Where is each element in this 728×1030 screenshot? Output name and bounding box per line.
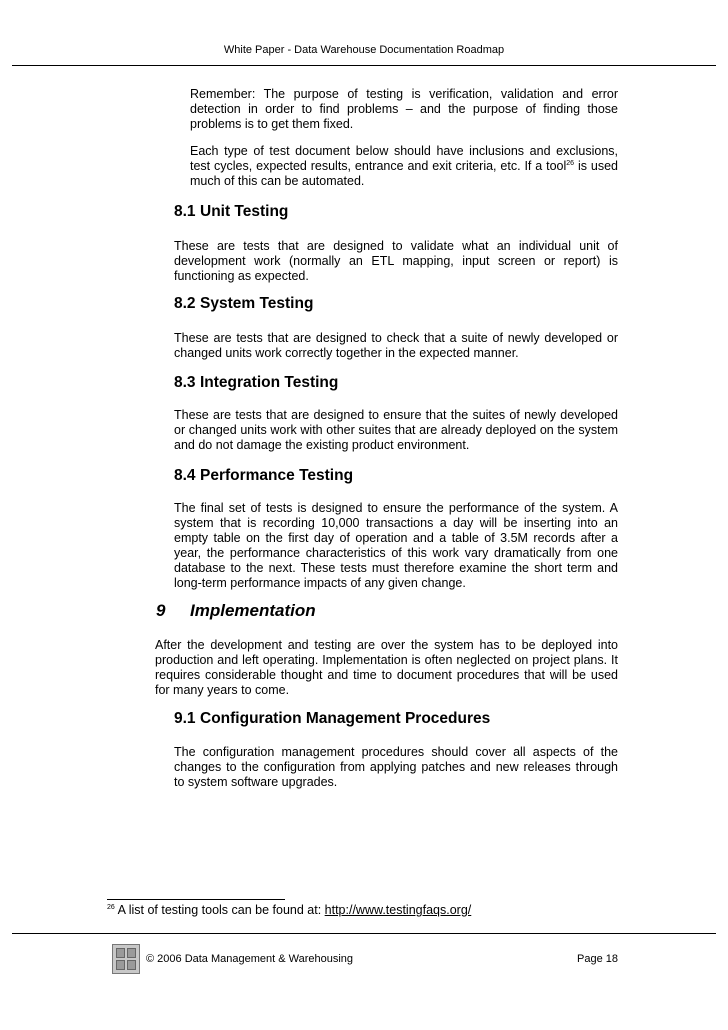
footer-copyright: © 2006 Data Management & Warehousing (146, 953, 354, 965)
heading-9-1 (174, 710, 490, 728)
heading-8-3 (174, 374, 338, 392)
heading-number: 8.4 (174, 467, 196, 484)
test-doc-paragraph (190, 144, 618, 189)
performance-testing-paragraph (174, 501, 618, 591)
system-testing-text: These are tests that are designed to check that a suite of newly developed or changed units work correctly together in the expected manner. (174, 331, 618, 360)
footnote-reference[interactable]: 26 (566, 159, 575, 167)
heading-8-1 (174, 203, 288, 221)
heading-title: Integration Testing (200, 374, 339, 391)
performance-testing-text: The final set of tests is designed to ensure the performance of the system. A system that is recording 10,000 transactions a day will be inserting into an empty table on the first day of operation and a table of 3.5M records after a year, the performance characteristics of this work vary dramatically from one database to the next. These tests must therefore examine the short term and long-term performance impacts of any given change. (174, 501, 618, 590)
system-testing-paragraph (174, 331, 618, 361)
test-doc-text-after: is used much of this can be automated. (190, 159, 618, 188)
heading-title: System Testing (200, 295, 314, 312)
heading-title: Configuration Management Procedures (200, 710, 491, 727)
integration-testing-paragraph (174, 408, 618, 453)
implementation-text: After the development and testing are over the system has to be deployed into production and left operating. Implementation is often neglected on project plans. It requires considerable thought and time to document procedures that will be used for many years to come. (155, 638, 618, 697)
remember-paragraph (190, 87, 618, 132)
configuration-management-text: The configuration management procedures should cover all aspects of the changes to the configuration from applying patches and new releases through to system software upgrades. (174, 745, 618, 789)
implementation-paragraph (155, 638, 618, 698)
footer-page-number: Page 18 (577, 953, 618, 965)
heading-title: Unit Testing (200, 203, 289, 220)
heading-number: 8.2 (174, 295, 196, 312)
test-doc-text (190, 144, 618, 189)
company-logo-icon (112, 944, 140, 974)
heading-title: Performance Testing (200, 467, 354, 484)
remember-text: Remember: The purpose of testing is verification, validation and error detection in order to find problems – and the purpose of finding those problems is to get them fixed. (190, 87, 618, 131)
unit-testing-paragraph (174, 239, 618, 284)
configuration-management-paragraph (174, 745, 618, 790)
running-header: White Paper - Data Warehouse Documentation Roadmap (223, 44, 505, 56)
heading-number: 9 (156, 601, 166, 620)
footnote-link[interactable]: http://www.testingfaqs.org/ (324, 903, 472, 917)
test-doc-text-before: Each type of test document below should have inclusions and exclusions, test cycles, expected results, entrance and exit criteria, etc. If a tool (190, 144, 618, 173)
heading-number: 9.1 (174, 710, 196, 727)
integration-testing-text: These are tests that are designed to ensure that the suites of newly developed or changed units work with other suites that are already deployed on the system and do not damage the existing product environment. (174, 408, 618, 452)
heading-8-4 (174, 467, 353, 485)
footer-rule (12, 933, 716, 934)
unit-testing-text: These are tests that are designed to validate what an individual unit of development work (normally an ETL mapping, input screen or report) is functioning as expected. (174, 239, 618, 283)
footnote-mark: 26 (107, 903, 115, 911)
footnote-separator (107, 899, 285, 900)
heading-9 (156, 601, 316, 621)
heading-number: 8.3 (174, 374, 196, 391)
header-rule (12, 65, 716, 66)
footnote (107, 903, 471, 917)
heading-title: Implementation (190, 601, 316, 620)
heading-number: 8.1 (174, 203, 196, 220)
footnote-text: A list of testing tools can be found at: (114, 903, 325, 917)
heading-8-2 (174, 295, 313, 313)
